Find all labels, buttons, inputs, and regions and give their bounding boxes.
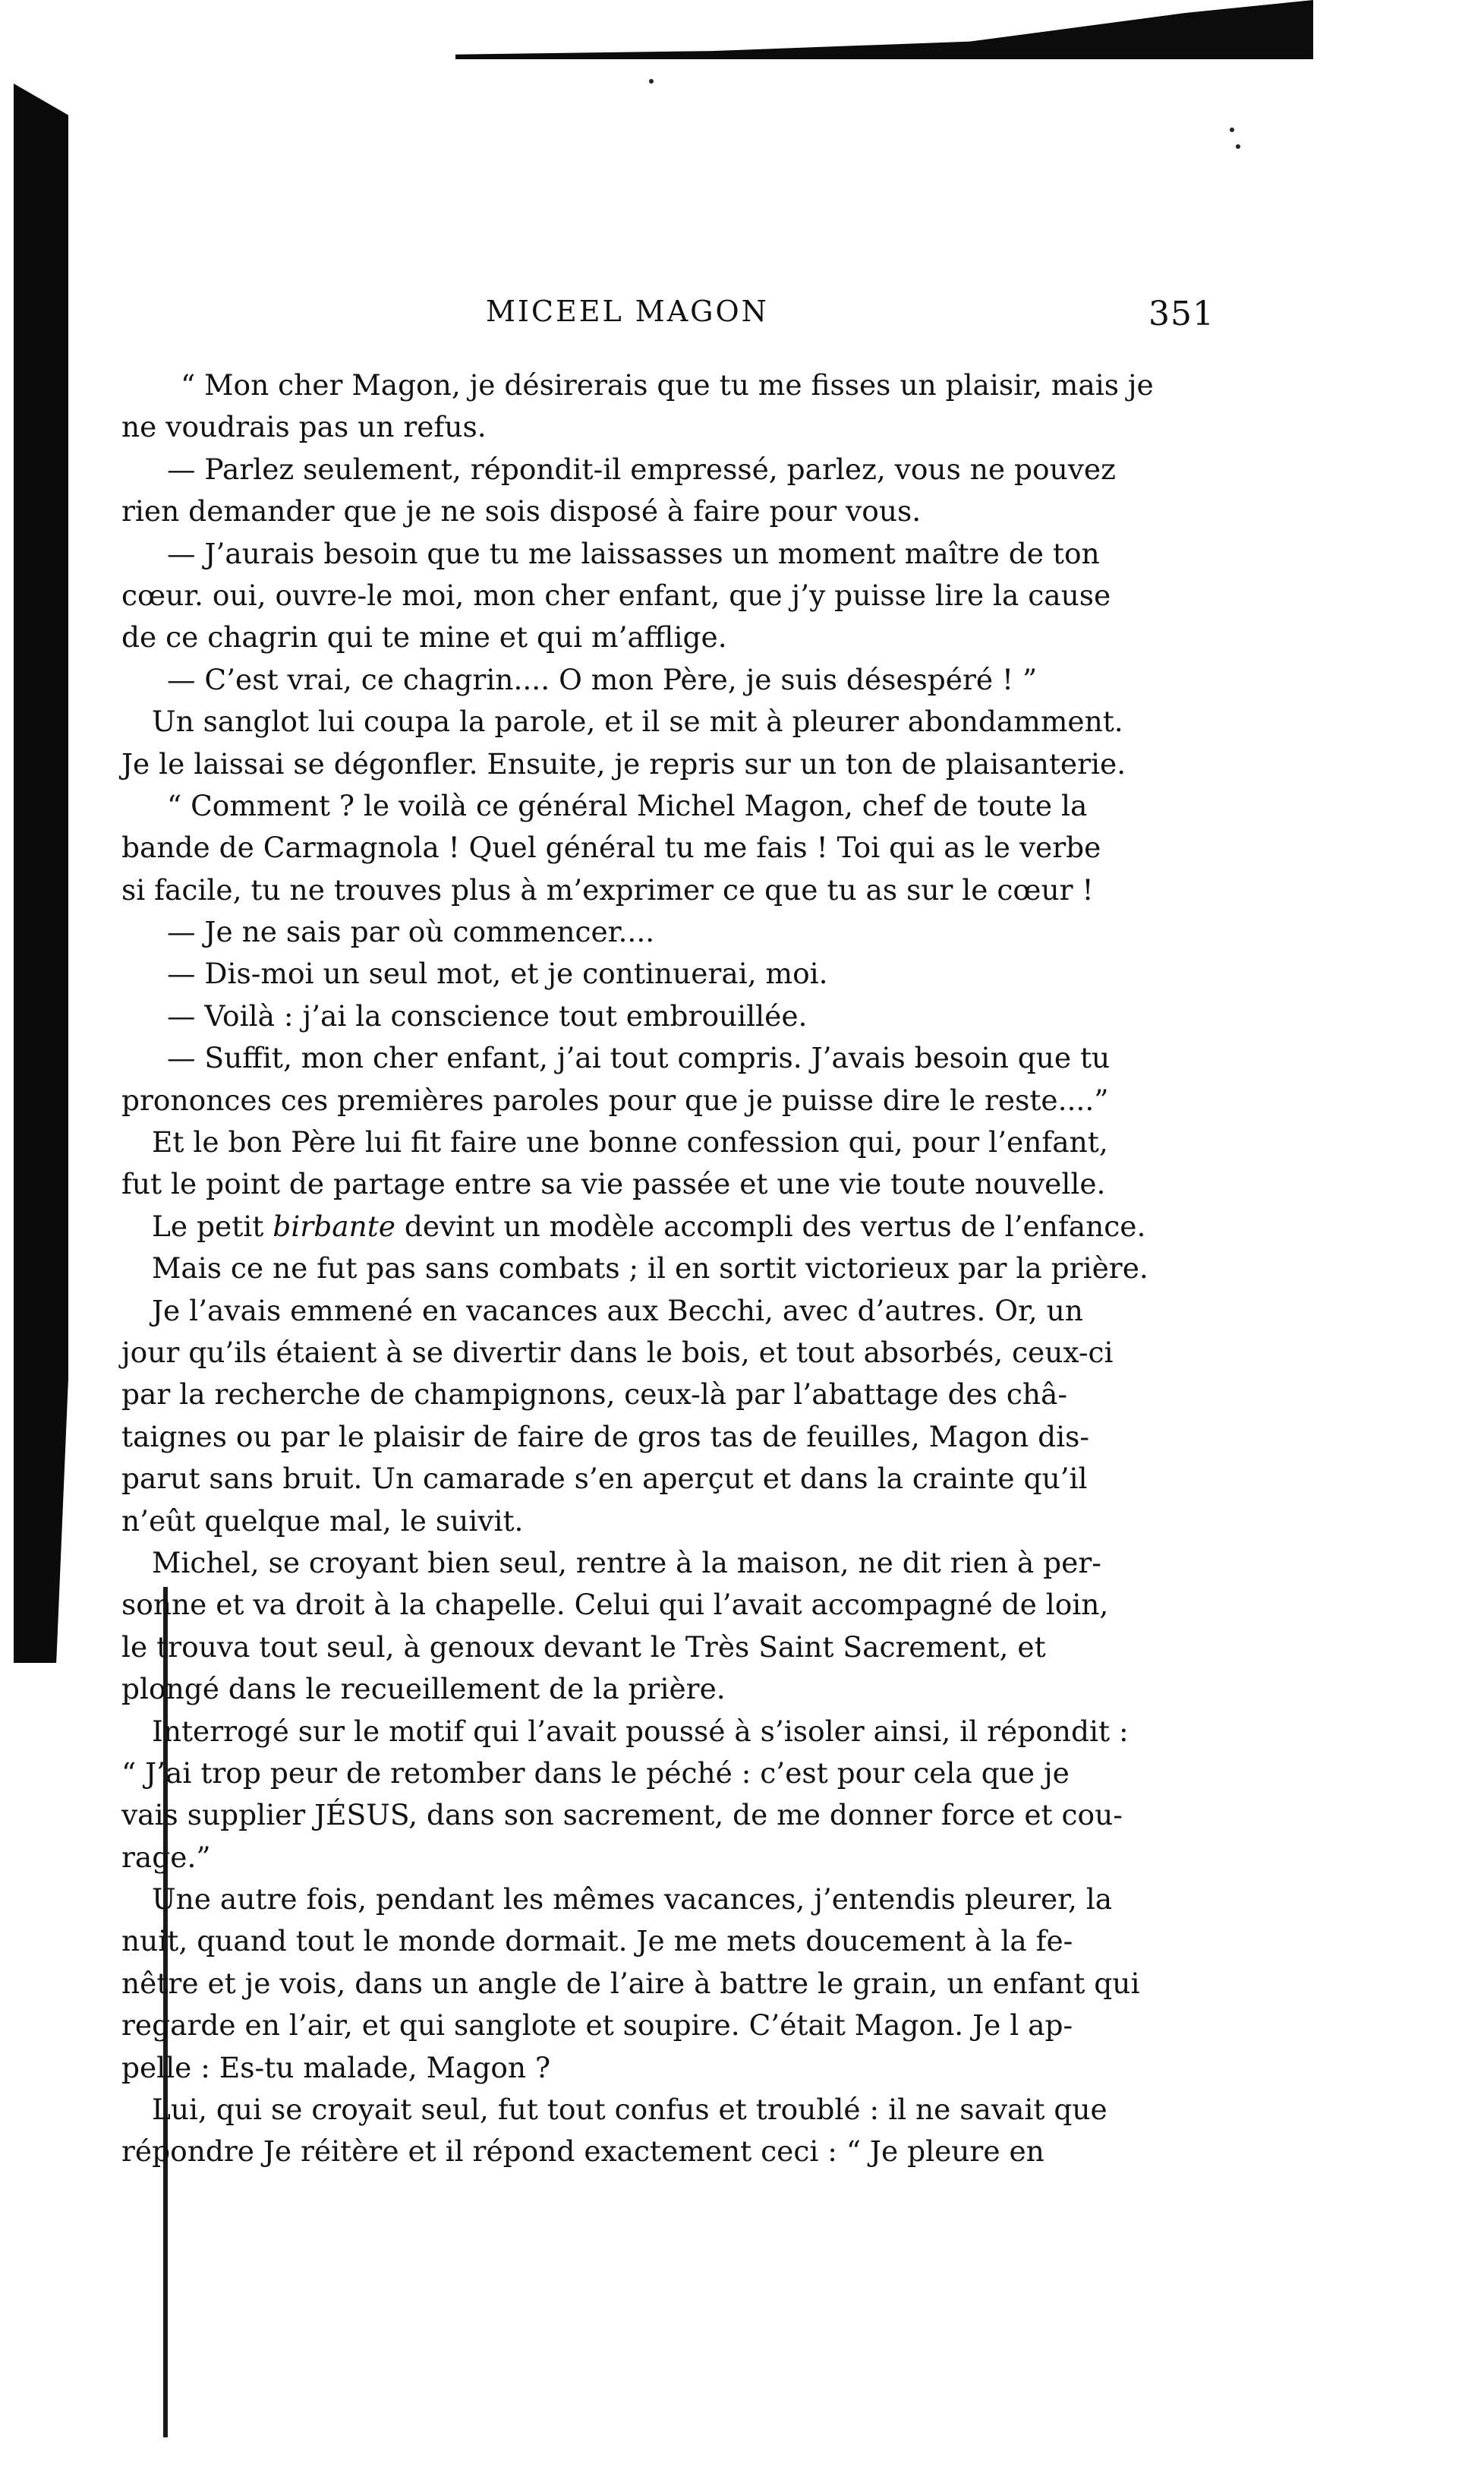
text-line: fut le point de partage entre sa vie passée et une vie toute nouvelle.	[121, 1167, 1106, 1201]
text-line: prononces ces premières paroles pour que je puisse dire le reste....”	[121, 1083, 1109, 1117]
text-line: nuit, quand tout le monde dormait. Je me mets doucement à la fe-	[121, 1924, 1073, 1958]
text-line: répondre Je réitère et il répond exactement ceci : “ Je pleure en	[121, 2134, 1044, 2169]
text-line: Et le bon Père lui fit faire une bonne confession qui, pour l’enfant,	[152, 1125, 1108, 1159]
text-line: Je le laissai se dégonfler. Ensuite, je repris sur un ton de plaisanterie.	[121, 746, 1126, 781]
text-line: Une autre fois, pendant les mêmes vacances, j’entendis pleurer, la	[152, 1882, 1113, 1916]
text-line: pelle : Es-tu malade, Magon ?	[121, 2050, 551, 2084]
text-line: — J’aurais besoin que tu me laissasses un moment maître de ton	[167, 536, 1100, 570]
italic-word: birbante	[273, 1209, 395, 1243]
text-line: Je l’avais emmené en vacances aux Becchi, avec d’autres. Or, un	[152, 1293, 1083, 1327]
scan-speck	[1236, 144, 1240, 149]
text-line: parut sans bruit. Un camarade s’en aperçut et dans la crainte qu’il	[121, 1462, 1088, 1496]
text-line: — Parlez seulement, répondit-il empressé, parlez, vous ne pouvez	[167, 452, 1116, 486]
page-number: 351	[1148, 295, 1215, 333]
text-line: Un sanglot lui coupa la parole, et il se mit à pleurer abondamment.	[152, 705, 1123, 739]
text-line: cœur. oui, ouvre-le moi, mon cher enfant, que j’y puisse lire la cause	[121, 578, 1111, 612]
running-title: MICEEL MAGON	[486, 295, 769, 328]
text-line: sonne et va droit à la chapelle. Celui qui l’avait accompagné de loin,	[121, 1588, 1109, 1622]
text-line: plongé dans le recueillement de la prière.	[121, 1672, 726, 1706]
text-line: Interrogé sur le motif qui l’avait poussé à s’isoler ainsi, il répondit :	[152, 1714, 1129, 1748]
scan-shadow-top	[455, 0, 1313, 59]
text-line: rien demander que je ne sois disposé à faire pour vous.	[121, 494, 922, 528]
text-line: — Voilà : j’ai la conscience tout embrouillée.	[167, 998, 808, 1033]
text-line: “ Comment ? le voilà ce général Michel Magon, chef de toute la	[167, 788, 1088, 822]
text-line: si facile, tu ne trouves plus à m’exprimer ce que tu as sur le cœur !	[121, 872, 1094, 907]
text-line: par la recherche de champignons, ceux-là par l’abattage des châ-	[121, 1377, 1068, 1412]
text-line: nêtre et je vois, dans un angle de l’aire à battre le grain, un enfant qui	[121, 1966, 1140, 2000]
text-line: de ce chagrin qui te mine et qui m’afflige.	[121, 620, 727, 655]
scan-speck	[649, 79, 654, 84]
text-line: Mais ce ne fut pas sans combats ; il en sortit victorieux par la prière.	[152, 1251, 1148, 1286]
text-line: jour qu’ils étaient à se divertir dans le bois, et tout absorbés, ceux-ci	[121, 1335, 1114, 1369]
text-line: “ J’ai trop peur de retomber dans le péché : c’est pour cela que je	[121, 1756, 1070, 1790]
text-line: bande de Carmagnola ! Quel général tu me fais ! Toi qui as le verbe	[121, 831, 1101, 865]
text-line: taignes ou par le plaisir de faire de gros tas de feuilles, Magon dis-	[121, 1419, 1090, 1453]
text-line: “ Mon cher Magon, je désirerais que tu me fisses un plaisir, mais je	[181, 368, 1154, 402]
text-line: rage.”	[121, 1840, 211, 1874]
text-line: n’eût quelque mal, le suivit.	[121, 1503, 524, 1538]
text-line: — Suffit, mon cher enfant, j’ai tout compris. J’avais besoin que tu	[167, 1041, 1111, 1075]
scan-shadow-left	[14, 84, 68, 1663]
running-header	[486, 295, 1215, 340]
text-line: vais supplier JÉSUS, dans son sacrement, de me donner force et cou-	[121, 1798, 1123, 1832]
text-line: — C’est vrai, ce chagrin.... O mon Père, je suis désespéré ! ”	[167, 662, 1038, 696]
text-line: regarde en l’air, et qui sanglote et soupire. C’était Magon. Je l ap-	[121, 2008, 1073, 2043]
text-line: Michel, se croyant bien seul, rentre à la maison, ne dit rien à per-	[152, 1545, 1101, 1579]
text-line: le trouva tout seul, à genoux devant le Très Saint Sacrement, et	[121, 1629, 1046, 1664]
text-line: — Je ne sais par où commencer....	[167, 915, 655, 949]
scan-speck	[1230, 128, 1234, 132]
text-line: Lui, qui se croyait seul, fut tout confus et troublé : il ne savait que	[152, 2093, 1107, 2127]
text-line: — Dis-moi un seul mot, et je continuerai, moi.	[167, 957, 828, 991]
body-text	[114, 364, 1207, 2173]
text-line: ne voudrais pas un refus.	[121, 410, 487, 444]
text-line: Le petit birbante devint un modèle accompli des vertus de l’enfance.	[152, 1209, 1146, 1243]
